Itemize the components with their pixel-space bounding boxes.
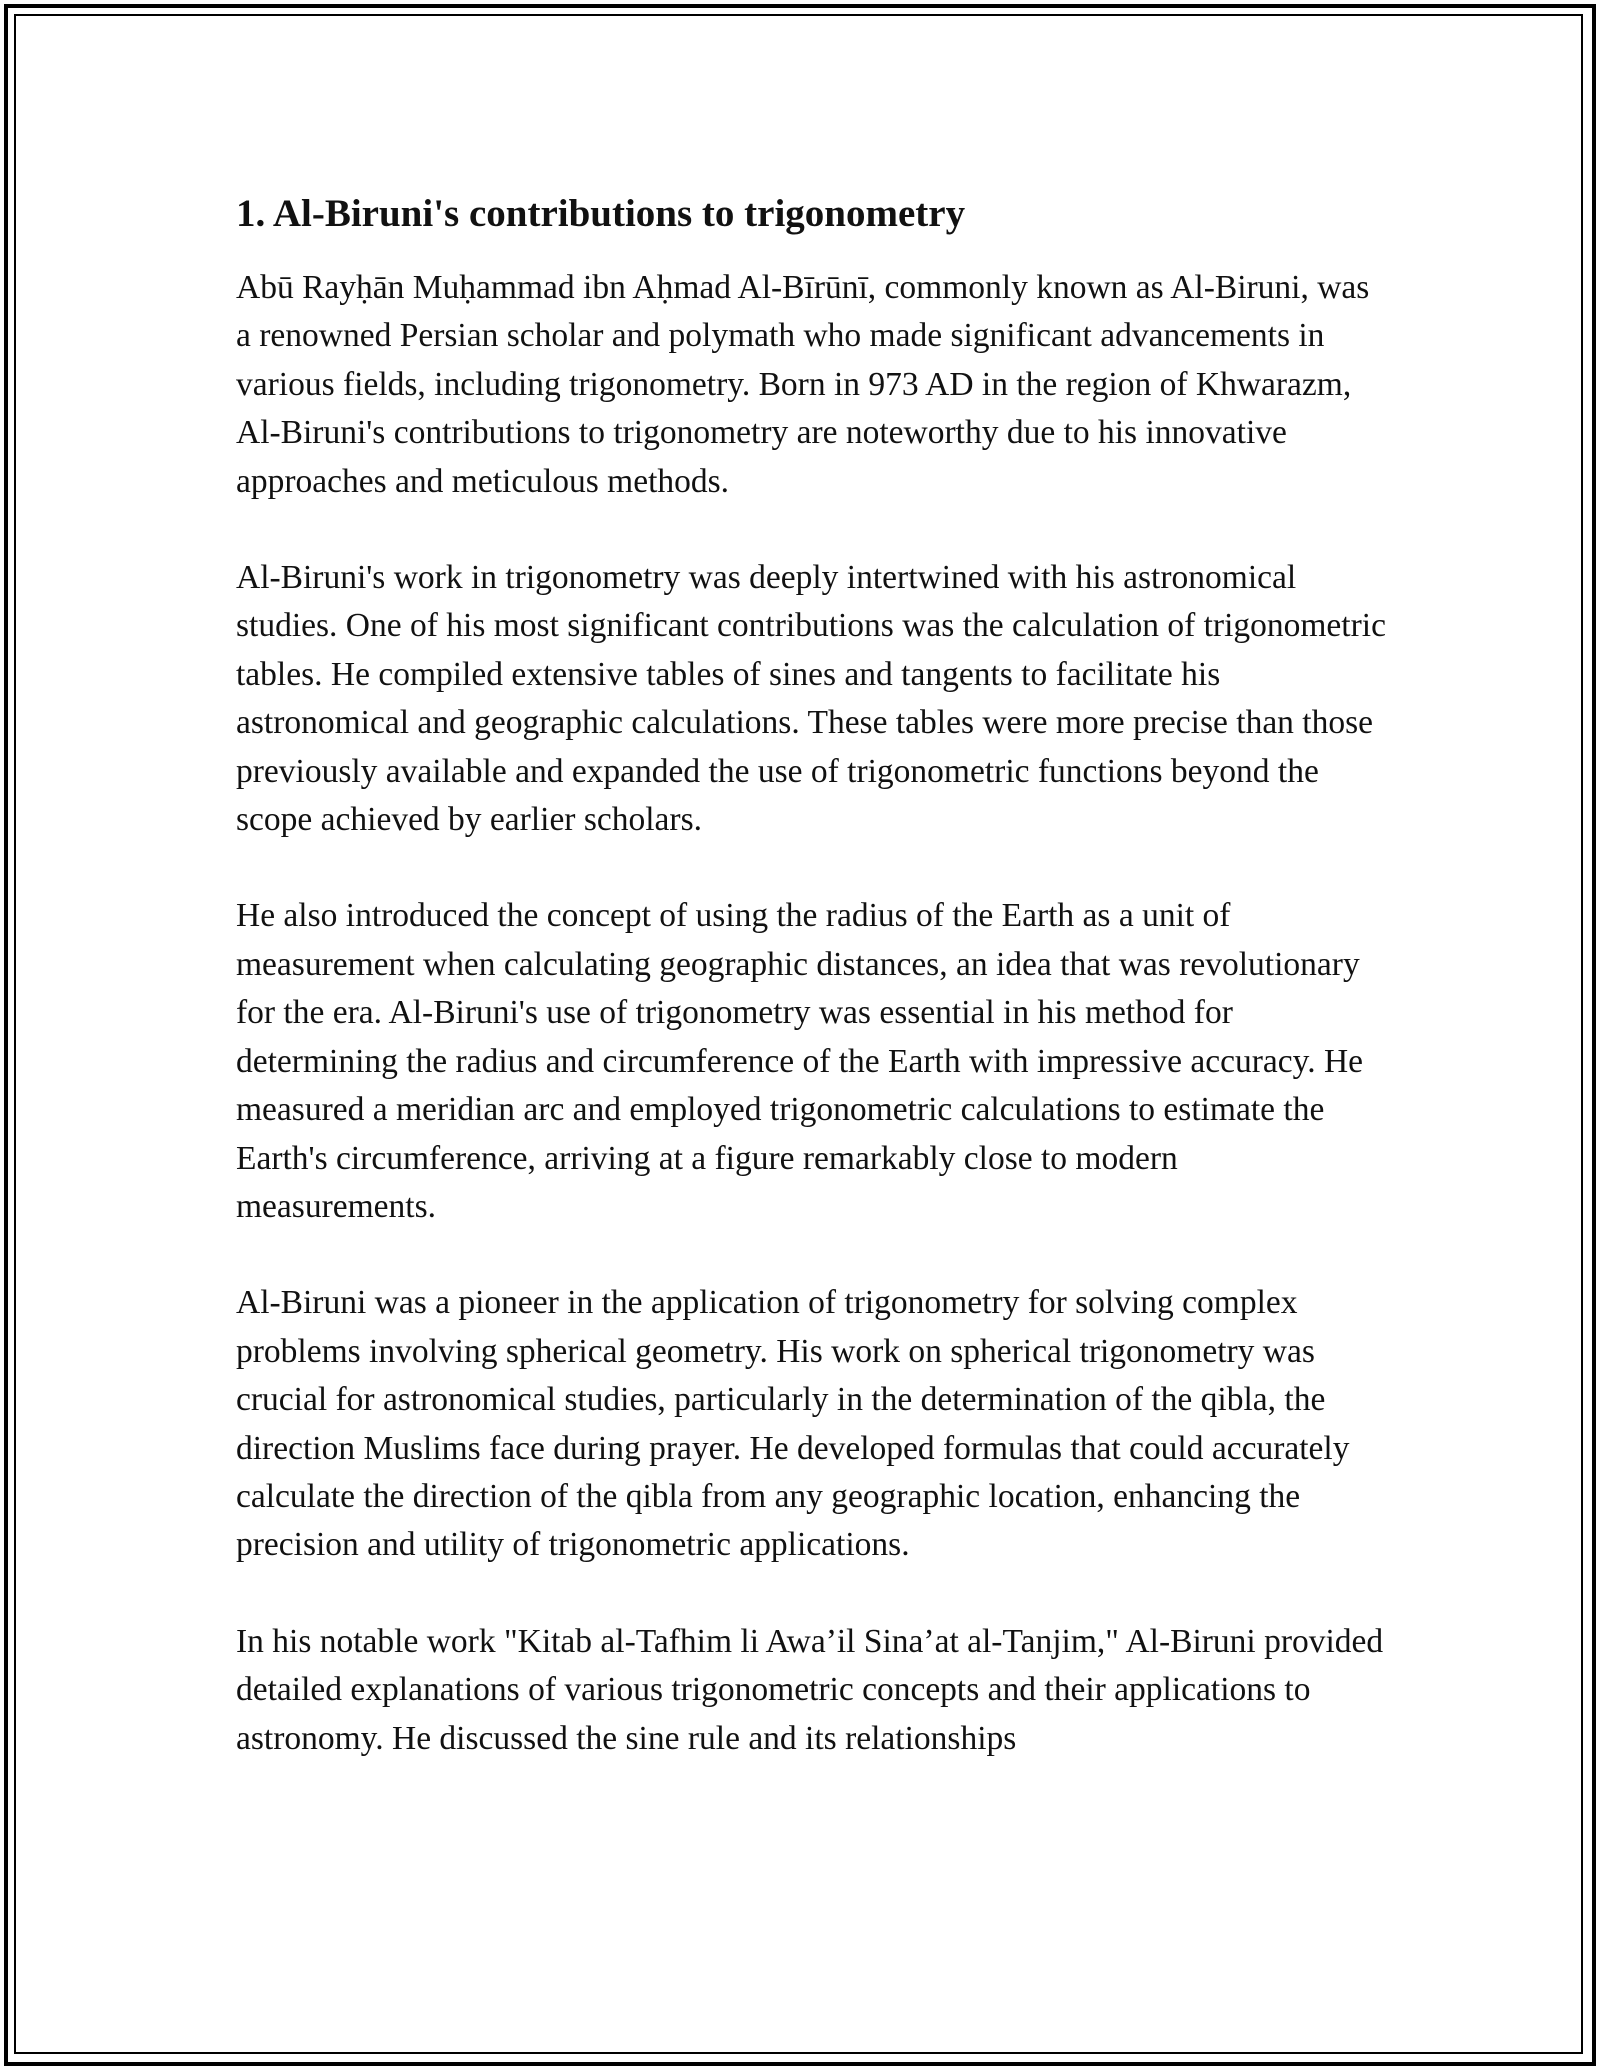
paragraph-earth-radius: He also introduced the concept of using the radius of the Earth as a unit of measurement when calculating geographic distances, an idea that was revolutionary for the era. Al-Biruni's use of trigonometry was essential in his method for determining the radius and circumference of the Earth with impressive accuracy. He measured a meridian arc and employed trigonometric calculations to estimate the Earth's circumference, arriving at a figure remarkably close to modern measurements. [236, 897, 1364, 1225]
paragraph-kitab-al-tafhim: In his notable work "Kitab al-Tafhim li Awa’il Sina’at al-Tanjim," Al-Biruni provided detailed explanations of various trigonometric concepts and their applications to astronomy. He discussed the sine rule and its relationships [236, 1622, 1384, 1757]
paragraph-trigonometric-tables: Al-Biruni's work in trigonometry was deeply intertwined with his astronomical studies. One of his most significant contributions was the calculation of trigonometric tables. He compiled extensive tables of sines and tangents to facilitate his astronomical and geographic calculations. These tables were more precise than those previously available and expanded the use of trigonometric functions beyond the scope achieved by earlier scholars. [236, 559, 1386, 839]
section-heading: 1. Al-Biruni's contributions to trigonometry [236, 192, 966, 235]
document-page [236, 186, 1386, 1811]
paragraph-spherical-trigonometry: Al-Biruni was a pioneer in the application of trigonometry for solving complex problems involving spherical geometry. His work on spherical trigonometry was crucial for astronomical studies, particularly in the determination of the qibla, the direction Muslims face during prayer. He developed formulas that could accurately calculate the direction of the qibla from any geographic location, enhancing the precision and utility of trigonometric applications. [236, 1284, 1350, 1564]
paragraph-introduction: Abū Rayḥān Muḥammad ibn Aḥmad Al-Bīrūnī, commonly known as Al-Biruni, was a renowned Persian scholar and polymath who made significant advancements in various fields, including trigonometry. Born in 973 AD in the region of Khwarazm, Al-Biruni's contributions to trigonometry are noteworthy due to his innovative approaches and meticulous methods. [236, 269, 1370, 500]
